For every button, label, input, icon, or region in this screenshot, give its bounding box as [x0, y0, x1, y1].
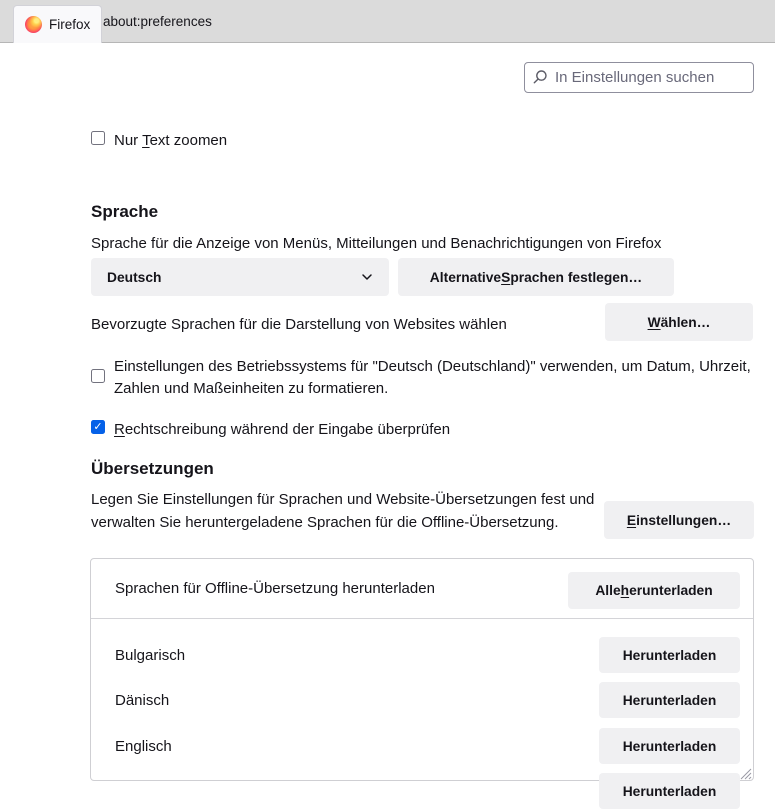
download-languages-panel [90, 558, 754, 799]
translations-settings-button[interactable] [604, 501, 754, 539]
download-button[interactable]: Herunterladen [599, 637, 740, 673]
label-accesskey: S [501, 269, 511, 285]
label-accesskey: E [626, 512, 637, 528]
website-languages-label: Bevorzugte Sprachen für die Darstellung von Websites wählen [91, 316, 507, 333]
label-part: instellungen… [636, 512, 732, 528]
tab-bar [0, 0, 775, 43]
label-part: Nur [114, 132, 143, 149]
search-input[interactable] [524, 62, 754, 93]
label-part: ählen… [660, 314, 711, 330]
label-part: Alternative [429, 269, 502, 285]
download-button[interactable]: Herunterladen [599, 728, 740, 764]
language-name: Dänisch [115, 691, 170, 709]
label-accesskey: R [114, 421, 125, 438]
label-accesskey: h [620, 583, 630, 598]
divider [91, 618, 753, 619]
translations-description: Legen Sie Einstellungen für Sprachen und Website-Übersetzungen fest und verwalten Sie heruntergeladene Sprachen für die Offline-Übersetzung. [91, 491, 595, 531]
download-button[interactable]: Herunterladen [599, 682, 740, 718]
language-name: Bulgarisch [115, 646, 186, 664]
download-button[interactable]: Herunterladen [599, 773, 740, 809]
chevron-down-icon [361, 271, 373, 283]
language-name: Englisch [115, 737, 172, 755]
check-icon: ✓ [93, 420, 103, 433]
label-accesskey: T [142, 132, 150, 149]
label-part: echtschreibung während der Eingabe überprüfen [124, 421, 451, 438]
os-settings-checkbox[interactable] [91, 369, 105, 383]
text-zoom-label[interactable] [114, 130, 227, 152]
spellcheck-label[interactable] [114, 419, 450, 441]
language-select[interactable] [91, 258, 389, 296]
label-part: Alle [595, 583, 621, 598]
firefox-logo-icon [25, 16, 42, 33]
language-select-value: Deutsch [107, 269, 162, 285]
text-zoom-checkbox[interactable] [91, 131, 105, 145]
download-panel-header: Sprachen für Offline-Übersetzung herunterladen [115, 580, 435, 597]
set-alternatives-button[interactable] [398, 258, 674, 296]
firefox-tab[interactable] [13, 5, 102, 43]
label-part: erunterladen [629, 583, 713, 598]
language-heading: Sprache [91, 202, 159, 221]
spellcheck-checkbox[interactable] [91, 420, 105, 434]
label-part: prachen festlegen… [510, 269, 643, 285]
label-accesskey: W [647, 314, 661, 330]
tab-title: Firefox [49, 17, 91, 32]
choose-button[interactable] [605, 303, 753, 341]
url-text[interactable]: about:preferences [103, 13, 212, 29]
download-all-button[interactable] [568, 572, 740, 609]
label-part: ext zoomen [149, 132, 228, 149]
language-description: Sprache für die Anzeige von Menüs, Mitteilungen und Benachrichtigungen von Firefox [91, 235, 662, 252]
search-icon [532, 69, 548, 85]
resize-grip-icon[interactable] [740, 767, 752, 779]
translations-heading: Übersetzungen [91, 459, 214, 478]
os-settings-label[interactable]: Einstellungen des Betriebssystems für "Deutsch (Deutschland)" verwenden, um Datum, Uhrzeit, Zahlen und Maßeinheiten zu formatieren. [114, 358, 751, 397]
